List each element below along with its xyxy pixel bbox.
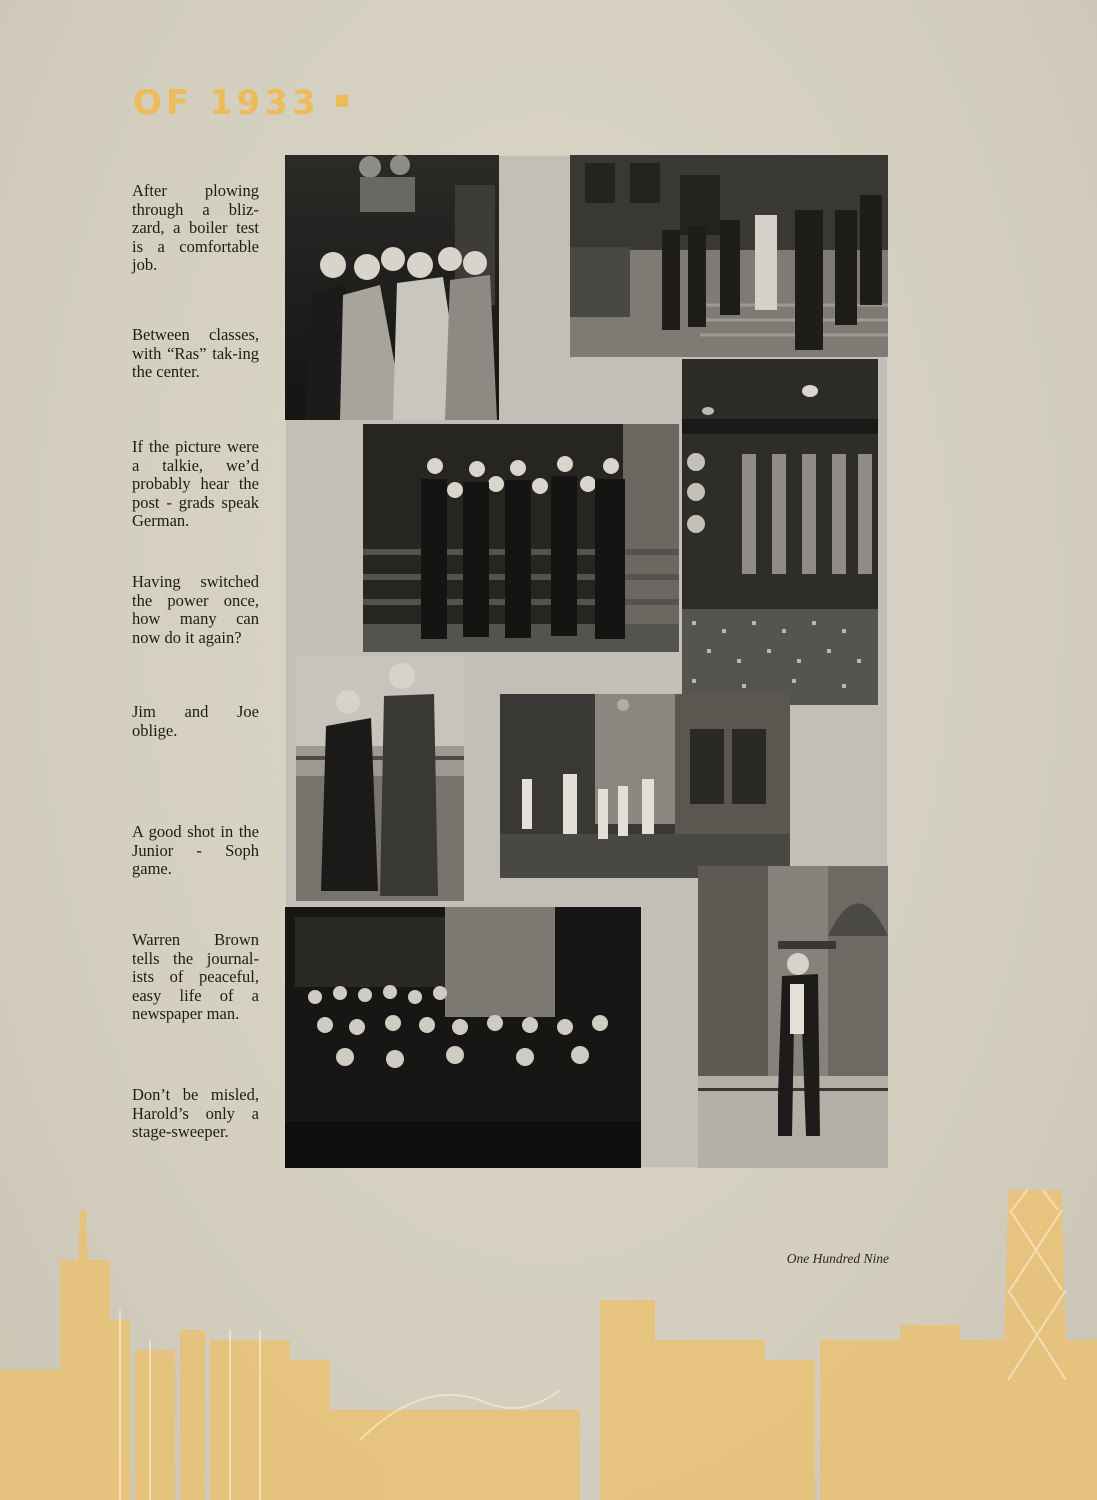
photo-building-steps [570,155,888,357]
page-number-folio: One Hundred Nine [786,1251,889,1266]
caption-between-classes: Between classes, with “Ras” tak-ing the center. [132,325,259,382]
caption-jim-and-joe: Jim and Joe oblige. [132,702,259,740]
photo-harold-stage-sweeper [698,866,888,1168]
photo-post-grads-steps [363,424,679,652]
caption-stage-sweeper: Don’t be misled, Harold’s only a stage-sweeper. [132,1085,259,1142]
photo-boiler-room-group [285,155,499,420]
caption-junior-soph-game: A good shot in the Junior - Soph game. [132,822,259,879]
header-ornament-square [336,95,348,107]
photo-junior-soph-game [500,694,790,878]
page-header-title: OF 1933 [133,83,320,123]
caption-boiler-test: After plowing through a bliz-zard, a boiler test is a comfortable job. [132,181,259,275]
photo-jim-and-joe [296,656,464,901]
caption-post-grads: If the picture were a talkie, we’d probably hear the post - grads speak German. [132,437,259,531]
caption-warren-brown: Warren Brown tells the journal-ists of peaceful, easy life of a newspaper man. [132,930,259,1024]
photo-switchboard-room [682,359,878,705]
photo-journalists-audience [285,907,641,1168]
caption-power-switch: Having switched the power once, how many can now do it again? [132,572,259,647]
skyline-illustration [0,1190,1097,1500]
